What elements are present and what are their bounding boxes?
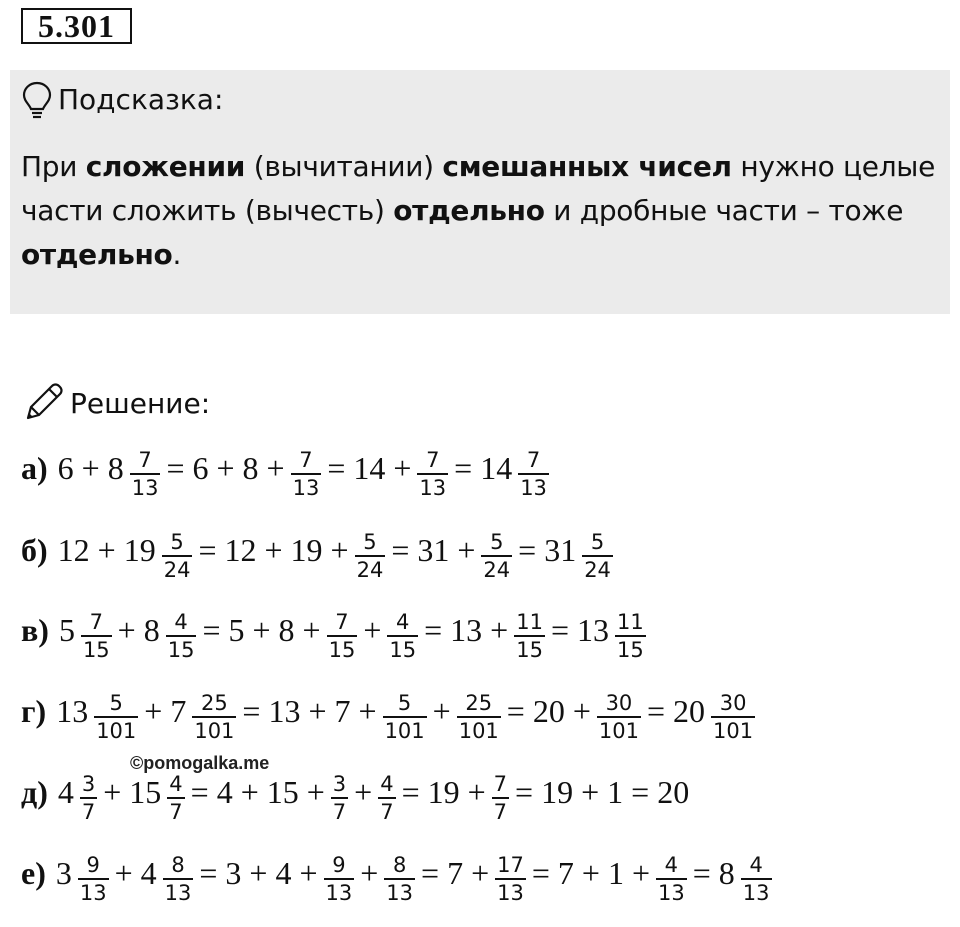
fraction-numerator: 8: [171, 853, 185, 877]
fraction-bar: [80, 797, 97, 799]
fraction-denominator: 15: [616, 638, 644, 662]
expression-text: = 19 +: [401, 773, 486, 810]
fraction-bar: [81, 635, 112, 637]
fraction-denominator: 13: [164, 881, 192, 905]
fraction-bar: [291, 473, 322, 475]
line-label: а): [21, 449, 48, 486]
line-label: б): [21, 531, 48, 568]
solution-line: [21, 762, 689, 822]
fraction-numerator: 7: [299, 448, 313, 472]
fraction-bar: [481, 555, 512, 557]
fraction-numerator: 7: [493, 772, 508, 796]
fraction: [291, 448, 322, 500]
fraction-bar: [331, 797, 348, 799]
fraction: [192, 691, 236, 743]
fraction-numerator: 25: [465, 691, 493, 715]
fraction: [384, 853, 415, 905]
expression-text: = 3 + 4 +: [199, 854, 318, 891]
fraction-numerator: 25: [201, 691, 228, 715]
fraction-denominator: 7: [332, 800, 347, 824]
expression-text: = 31 +: [391, 531, 476, 568]
fraction: [130, 448, 161, 500]
expression-text: + 4: [114, 854, 157, 891]
fraction-numerator: 5: [170, 530, 184, 554]
expression-text: = 12 + 19 +: [198, 531, 349, 568]
fraction-bar: [94, 716, 138, 718]
fraction-denominator: 13: [497, 881, 524, 905]
fraction-numerator: 4: [380, 772, 394, 796]
fraction-bar: [327, 635, 358, 637]
expression-text: +: [360, 854, 379, 891]
fraction-numerator: 4: [664, 853, 679, 877]
fraction-numerator: 4: [169, 772, 183, 796]
fraction-bar: [582, 555, 613, 557]
fraction-bar: [495, 878, 526, 880]
fraction-numerator: 3: [332, 772, 347, 796]
fraction-numerator: 17: [497, 853, 524, 877]
expression-text: = 13 + 7 +: [242, 692, 377, 729]
fraction-bar: [383, 716, 427, 718]
fraction: [481, 530, 512, 582]
fraction-numerator: 30: [719, 691, 747, 715]
fraction-bar: [192, 716, 236, 718]
fraction-bar: [615, 635, 646, 637]
fraction-denominator: 13: [658, 881, 685, 905]
fraction-numerator: 11: [516, 610, 543, 634]
fraction-denominator: 7: [81, 800, 96, 824]
hint-title: Подсказка:: [58, 83, 224, 116]
expression-text: = 7 + 1 +: [531, 854, 650, 891]
fraction-bar: [162, 555, 193, 557]
fraction-bar: [417, 473, 448, 475]
fraction: [383, 691, 427, 743]
fraction: [597, 691, 641, 743]
fraction-bar: [518, 473, 549, 475]
fraction-denominator: 15: [167, 638, 195, 662]
fraction-numerator: 7: [526, 448, 541, 472]
expression-text: = 13 +: [424, 611, 509, 648]
hint-text-run: нужно целые части сложить (вычесть): [21, 150, 936, 227]
fraction: [78, 853, 109, 905]
fraction-denominator: 101: [96, 719, 137, 743]
hint-bold-term: сложении: [85, 150, 246, 183]
fraction: [514, 610, 545, 662]
solution-line: [21, 438, 555, 498]
hint-bold-term: отдельно: [393, 194, 545, 227]
fraction: [167, 772, 184, 824]
fraction-numerator: 9: [332, 853, 346, 877]
expression-text: = 4 + 15 +: [190, 773, 325, 810]
fraction: [615, 610, 646, 662]
lightbulb-icon: [20, 80, 54, 120]
fraction: [492, 772, 509, 824]
fraction-bar: [167, 797, 184, 799]
fraction: [81, 610, 112, 662]
fraction-denominator: 7: [493, 800, 508, 824]
expression-text: + 7: [144, 692, 187, 729]
fraction-denominator: 13: [419, 476, 447, 500]
fraction-denominator: 101: [598, 719, 639, 743]
fraction-numerator: 5: [363, 530, 377, 554]
expression-text: +: [432, 692, 451, 729]
fraction-bar: [384, 878, 415, 880]
fraction-denominator: 24: [483, 558, 511, 582]
fraction-denominator: 13: [386, 881, 414, 905]
hint-text-run: и дробные части – тоже: [544, 194, 904, 227]
expression-text: + 8: [117, 611, 160, 648]
fraction-denominator: 101: [384, 719, 425, 743]
fraction: [331, 772, 348, 824]
expression-text: 12 + 19: [57, 531, 156, 568]
fraction: [94, 691, 138, 743]
fraction-denominator: 15: [389, 638, 417, 662]
fraction-numerator: 4: [174, 610, 188, 634]
fraction-denominator: 24: [163, 558, 191, 582]
line-label: г): [21, 692, 47, 729]
expression-text: = 7 +: [421, 854, 490, 891]
fraction: [166, 610, 197, 662]
hint-text: [21, 145, 941, 277]
fraction-bar: [355, 555, 386, 557]
fraction-bar: [656, 878, 687, 880]
fraction-numerator: 9: [86, 853, 100, 877]
fraction-numerator: 7: [335, 610, 349, 634]
fraction-bar: [711, 716, 755, 718]
expression-text: = 6 + 8 +: [166, 449, 285, 486]
fraction-denominator: 15: [328, 638, 356, 662]
fraction-denominator: 101: [194, 719, 235, 743]
fraction: [80, 772, 97, 824]
fraction: [457, 691, 501, 743]
fraction-numerator: 5: [590, 530, 605, 554]
fraction-numerator: 5: [490, 530, 504, 554]
fraction-denominator: 7: [380, 800, 394, 824]
fraction-numerator: 30: [605, 691, 633, 715]
fraction-numerator: 4: [749, 853, 763, 877]
fraction: [495, 853, 526, 905]
fraction-numerator: 5: [109, 691, 123, 715]
fraction-denominator: 13: [520, 476, 547, 500]
fraction-numerator: 7: [89, 610, 103, 634]
fraction-denominator: 13: [79, 881, 107, 905]
fraction: [417, 448, 448, 500]
fraction-bar: [387, 635, 418, 637]
hint-bold-term: смешанных чисел: [442, 150, 732, 183]
expression-text: 5: [58, 611, 75, 648]
fraction-bar: [492, 797, 509, 799]
fraction: [582, 530, 613, 582]
expression-text: +: [363, 611, 382, 648]
expression-text: = 20 +: [506, 692, 591, 729]
fraction-denominator: 24: [584, 558, 611, 582]
fraction: [741, 853, 772, 905]
expression-text: 13: [56, 692, 89, 729]
fraction-numerator: 3: [81, 772, 96, 796]
fraction-denominator: 7: [169, 800, 183, 824]
fraction-denominator: 15: [516, 638, 543, 662]
fraction-bar: [514, 635, 545, 637]
fraction-bar: [324, 878, 355, 880]
fraction-numerator: 4: [396, 610, 410, 634]
solution-title: Решение:: [70, 387, 211, 420]
expression-text: = 31: [518, 531, 577, 568]
fraction: [163, 853, 194, 905]
hint-text-run: (вычитании): [245, 150, 443, 183]
fraction-bar: [78, 878, 109, 880]
solution-line: [21, 843, 778, 903]
expression-text: +: [354, 773, 373, 810]
expression-text: = 20: [646, 692, 706, 729]
fraction: [378, 772, 395, 824]
hint-text-run: .: [172, 238, 182, 271]
fraction-denominator: 101: [713, 719, 754, 743]
fraction-denominator: 15: [82, 638, 110, 662]
fraction: [327, 610, 358, 662]
line-label: в): [21, 611, 49, 648]
fraction-bar: [163, 878, 194, 880]
fraction-numerator: 11: [616, 610, 644, 634]
expression-text: = 14 +: [327, 449, 412, 486]
fraction: [355, 530, 386, 582]
fraction-bar: [741, 878, 772, 880]
expression-text: 3: [55, 854, 72, 891]
expression-text: 4: [57, 773, 74, 810]
hint-text-run: При: [21, 150, 86, 183]
fraction-bar: [130, 473, 161, 475]
fraction-bar: [457, 716, 501, 718]
expression-text: = 14: [454, 449, 513, 486]
fraction-numerator: 5: [397, 691, 412, 715]
fraction-bar: [597, 716, 641, 718]
fraction-denominator: 13: [292, 476, 320, 500]
watermark: ©pomogalka.me: [130, 753, 270, 773]
fraction-denominator: 24: [356, 558, 384, 582]
fraction-denominator: 101: [458, 719, 499, 743]
expression-text: 6 + 8: [57, 449, 124, 486]
fraction-denominator: 13: [131, 476, 159, 500]
solution-line: [21, 681, 761, 741]
fraction-numerator: 7: [426, 448, 440, 472]
fraction-bar: [166, 635, 197, 637]
pencil-icon: [22, 380, 66, 424]
fraction: [162, 530, 193, 582]
expression-text: + 15: [103, 773, 162, 810]
solution-line: [21, 520, 619, 580]
fraction: [324, 853, 355, 905]
fraction: [387, 610, 418, 662]
fraction-numerator: 8: [392, 853, 407, 877]
expression-text: = 19 + 1 = 20: [515, 773, 690, 810]
fraction-denominator: 13: [742, 881, 770, 905]
line-label: е): [21, 854, 46, 891]
fraction: [711, 691, 755, 743]
expression-text: = 5 + 8 +: [202, 611, 321, 648]
fraction: [518, 448, 549, 500]
fraction-denominator: 13: [325, 881, 353, 905]
hint-bold-term: отдельно: [21, 238, 173, 271]
problem-number: 5.301: [21, 8, 132, 44]
expression-text: = 8: [692, 854, 735, 891]
fraction-bar: [378, 797, 395, 799]
line-label: д): [21, 773, 48, 810]
fraction: [656, 853, 687, 905]
fraction-numerator: 7: [138, 448, 152, 472]
expression-text: = 13: [550, 611, 609, 648]
solution-line: [21, 600, 652, 660]
